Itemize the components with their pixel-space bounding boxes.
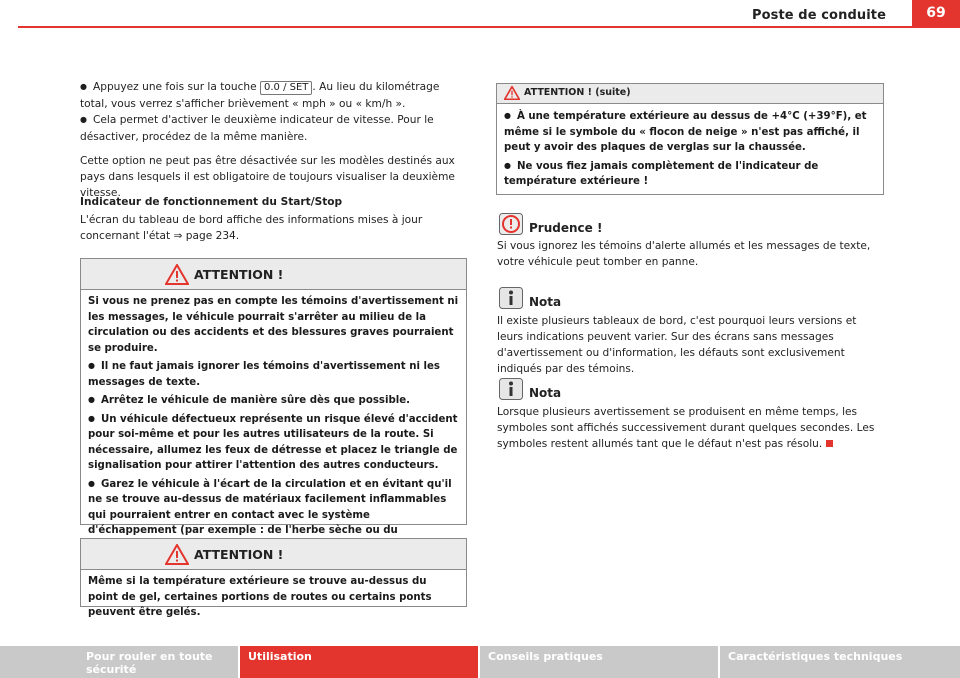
warning-triangle-icon <box>165 544 189 565</box>
warning-triangle-icon <box>165 264 189 285</box>
warning-box-1-header <box>81 259 466 290</box>
paragraph-start-stop: L'écran du tableau de bord affiche des informations mises à jour concernant l'état ⇒ page 234. <box>80 214 423 242</box>
header-rule <box>18 26 960 28</box>
set-key-label: 0.0 / SET <box>260 81 312 95</box>
footer-tab-conseils[interactable]: Conseils pratiques <box>480 646 718 678</box>
caution-icon <box>499 213 523 235</box>
warning-continued-item: ● Ne vous fiez jamais complètement de l'indicateur de température extérieure ! <box>504 159 876 190</box>
note-icon <box>499 378 523 400</box>
note-2-text: Lorsque plusieurs avertissement se produisent en même temps, les symboles sont affichés successivement durant quelques secondes. Les symboles restent allumés tant que le défaut n'est pas résolu. <box>497 406 875 450</box>
warning-box-continued-body <box>497 104 883 199</box>
warning-box-continued-title: ATTENTION ! (suite) <box>524 87 631 98</box>
page-header-title: Poste de conduite <box>751 8 886 23</box>
warning-box-2 <box>80 538 467 618</box>
subheading-start-stop: Indicateur de fonctionnement du Start/Stop <box>80 196 343 208</box>
caution-text: Si vous ignorez les témoins d'alerte allumés et les messages de texte, votre véhicule peut tomber en panne. <box>497 240 871 268</box>
note-2-title: Nota <box>529 386 562 400</box>
warning-box-2-title: ATTENTION ! <box>194 547 284 562</box>
warning-box-1-item: ● Un véhicule défectueux représente un risque élevé d'accident pour soi-même et pour les autres utilisateurs de la route. Si nécessaire, allumez les feux de détresse et placez le triangle de signalisation pour attirer l'attention des autres conducteurs. <box>88 412 459 474</box>
paragraph-mph-kmh: ● Appuyez une fois sur la touche 0.0 / SET . Au lieu du kilométrage total, vous verrez s'afficher brièvement « mph » ou « km/h ». <box>80 79 465 112</box>
warning-box-1-item: ● Garez le véhicule à l'écart de la circulation et en évitant qu'il ne se trouve au-dessus de matériaux facilement inflammables qui pourraient entrer en contact avec le système d'échappement (par exemple : de l'herbe sèche ou du <box>88 477 459 555</box>
warning-box-1-title: ATTENTION ! <box>194 267 284 282</box>
warning-box-2-header <box>81 539 466 570</box>
warning-box-1-intro: Si vous ne prenez pas en compte les témoins d'avertissement ni les messages, le véhicule pourrait s'arrêter au milieu de la circulation ou des accidents et des blessures graves pourraient se produire. <box>88 296 459 354</box>
paragraph-second-speed: ● Cela permet d'activer le deuxième indicateur de vitesse. Pour le désactiver, procédez de la même manière. <box>80 112 465 145</box>
paragraph-option-note: Cette option ne peut pas être désactivée sur les modèles destinés aux pays dans lesquels il est obligatoire de toujours visualiser la deuxième vitesse. <box>80 155 455 199</box>
note-1-text: Il existe plusieurs tableaux de bord, c'est pourquoi leurs versions et leurs indications peuvent varier. Sur des écrans sans messages d'avertissement ou d'information, les défauts sont exclusivement indiqués par des témoins. <box>497 315 857 375</box>
warning-box-2-text: Même si la température extérieure se trouve au-dessus du point de gel, certaines portions de routes ou certains ponts peuvent être gelés. <box>88 576 432 618</box>
warning-box-1-item: ● Arrêtez le véhicule de manière sûre dès que possible. <box>88 393 459 409</box>
page-number: 69 <box>912 0 960 27</box>
footer-tab-safety[interactable]: Pour rouler en toute sécurité <box>0 646 238 678</box>
warning-triangle-icon <box>504 86 520 100</box>
warning-box-1 <box>80 258 467 536</box>
warning-box-1-body <box>81 290 466 563</box>
end-of-section-marker <box>826 440 833 447</box>
note-icon <box>499 287 523 309</box>
caution-title: Prudence ! <box>529 221 603 235</box>
note-1-title: Nota <box>529 295 562 309</box>
warning-box-2-body <box>81 570 466 630</box>
warning-box-continued <box>496 83 884 195</box>
warning-box-1-item: ● Il ne faut jamais ignorer les témoins d'avertissement ni les messages de texte. <box>88 359 459 390</box>
footer-tab-caracteristiques[interactable]: Caractéristiques techniques <box>720 646 960 678</box>
warning-continued-item: ● À une température extérieure au dessus de +4°C (+39°F), et même si le symbole du « flocon de neige » n'est pas affiché, il peut y avoir des plaques de verglas sur la chaussée. <box>504 109 876 156</box>
warning-box-continued-header <box>497 84 883 104</box>
footer-tab-utilisation[interactable]: Utilisation <box>240 646 478 678</box>
